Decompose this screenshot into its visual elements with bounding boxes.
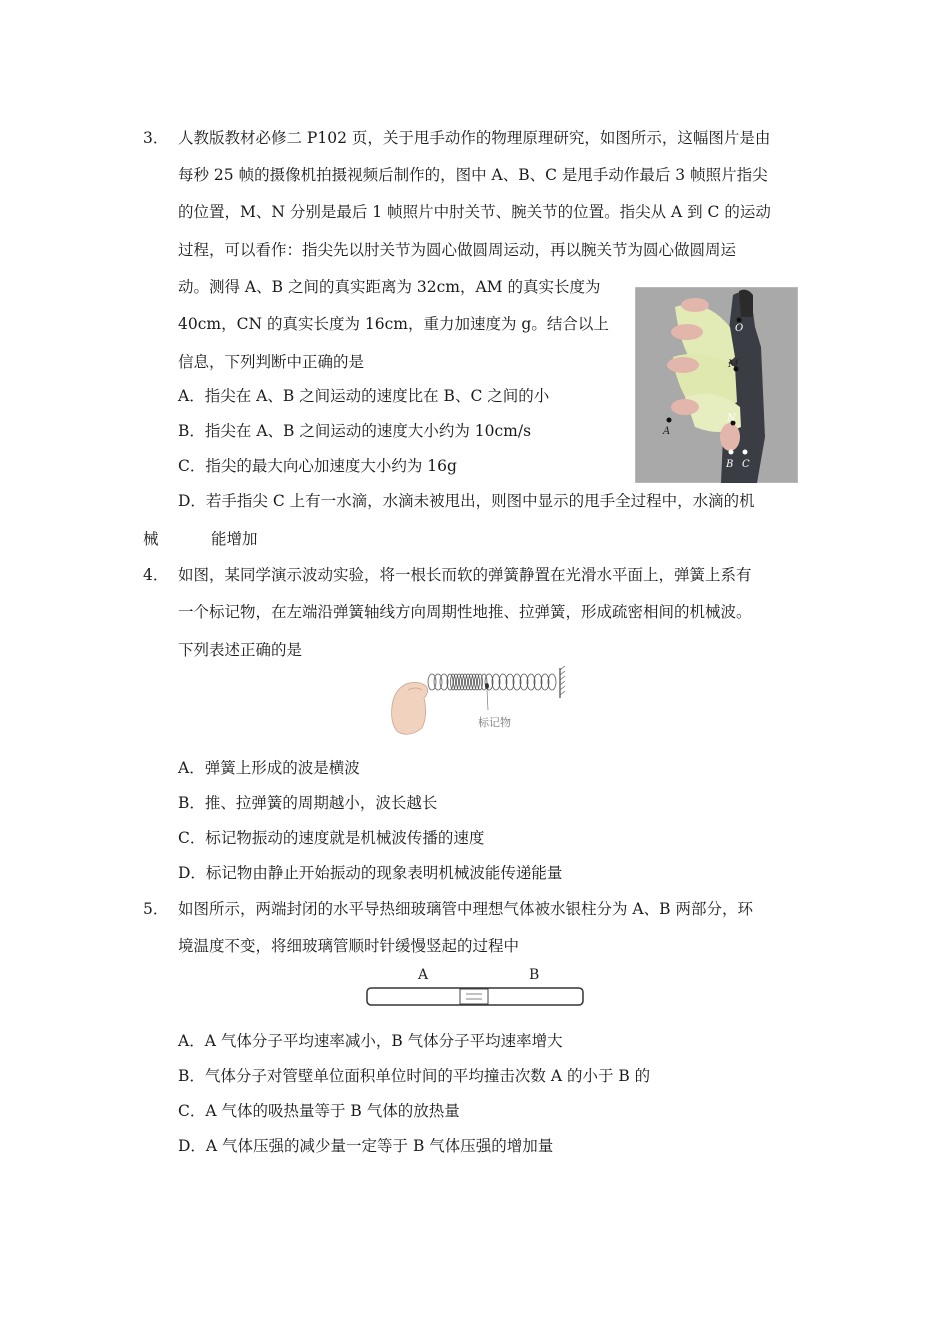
spring-figure <box>388 666 574 742</box>
q4-line-3: 下列表述正确的是 <box>178 641 303 659</box>
glass-tube-figure <box>364 962 588 1010</box>
q5-option-a: A．A 气体分子平均速率减小，B 气体分子平均速率增大 <box>178 1032 563 1050</box>
q4-line-1: 如图，某同学演示波动实验，将一根长而软的弹簧静置在光滑水平面上，弹簧上系有 <box>178 566 752 584</box>
q5-line-2: 境温度不变，将细玻璃管顺时针缓慢竖起的过程中 <box>178 937 520 955</box>
label-a: A <box>663 426 671 437</box>
q3-line-7: 信息，下列判断中正确的是 <box>178 353 365 371</box>
q3-line-5: 动。测得 A、B 之间的真实距离为 32cm，AM 的真实长度为 <box>178 278 601 296</box>
tube-label-a: A <box>418 967 429 983</box>
q5-line-1: 如图所示，两端封闭的水平导热细玻璃管中理想气体被水银柱分为 A、B 两部分，环 <box>178 900 753 918</box>
label-b: B <box>726 459 734 470</box>
label-o: O <box>735 323 744 334</box>
q5-option-d: D．A 气体压强的减少量一定等于 B 气体压强的增加量 <box>178 1137 554 1155</box>
hand-flick-photo <box>635 287 798 483</box>
q3-option-d-cont-a: 械 <box>143 530 159 548</box>
q4-option-c: C．标记物振动的速度就是机械波传播的速度 <box>178 829 485 847</box>
q3-option-c: C．指尖的最大向心加速度大小约为 16g <box>178 457 457 475</box>
q3-number: 3． <box>143 129 169 147</box>
q3-line-3: 的位置，M、N 分别是最后 1 帧照片中肘关节、腕关节的位置。指尖从 A 到 C 的运动 <box>178 203 771 221</box>
q3-line-4: 过程，可以看作：指尖先以肘关节为圆心做圆周运动，再以腕关节为圆心做圆周运 <box>178 241 737 259</box>
label-n: N <box>727 413 736 424</box>
q4-number: 4． <box>143 566 169 584</box>
q4-option-b: B．推、拉弹簧的周期越小，波长越长 <box>178 794 438 812</box>
marker-label: 标记物 <box>478 716 511 729</box>
q3-option-b: B．指尖在 A、B 之间运动的速度大小约为 10cm/s <box>178 422 532 440</box>
q3-line-1: 人教版教材必修二 P102 页，关于甩手动作的物理原理研究，如图所示，这幅图片是由 <box>178 129 771 147</box>
q3-option-d-cont-b: 能增加 <box>211 530 258 548</box>
q5-number: 5． <box>143 900 169 918</box>
q3-line-6: 40cm，CN 的真实长度为 16cm，重力加速度为 g。结合以上 <box>178 315 609 333</box>
q5-option-b: B．气体分子对管壁单位面积单位时间的平均撞击次数 A 的小于 B 的 <box>178 1067 651 1085</box>
q4-option-d: D．标记物由静止开始振动的现象表明机械波能传递能量 <box>178 864 563 882</box>
q3-option-d: D．若手指尖 C 上有一水滴，水滴未被甩出，则图中显示的甩手全过程中，水滴的机 <box>178 492 755 510</box>
q4-option-a: A．弹簧上形成的波是横波 <box>178 759 360 777</box>
label-c: C <box>742 459 750 470</box>
q3-option-a: A．指尖在 A、B 之间运动的速度比在 B、C 之间的小 <box>178 387 550 405</box>
q3-line-2: 每秒 25 帧的摄像机拍摄视频后制作的，图中 A、B、C 是甩手动作最后 3 帧照片指尖 <box>178 166 768 184</box>
tube-label-b: B <box>529 967 540 983</box>
q4-line-2: 一个标记物，在左端沿弹簧轴线方向周期性地推、拉弹簧，形成疏密相间的机械波。 <box>178 603 752 621</box>
q5-option-c: C．A 气体的吸热量等于 B 气体的放热量 <box>178 1102 460 1120</box>
label-m: M <box>728 359 739 370</box>
